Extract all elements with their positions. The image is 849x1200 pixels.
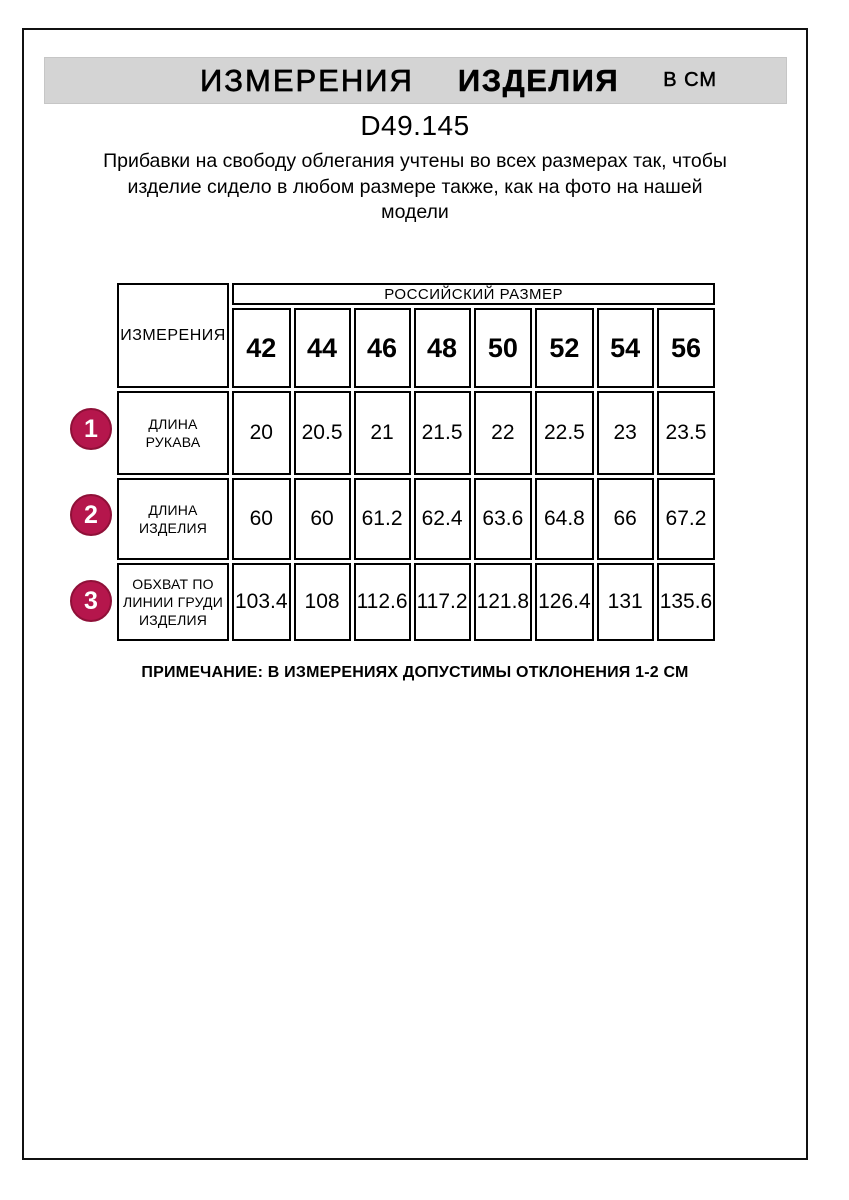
table-corner-header: ИЗМЕРЕНИЯ bbox=[117, 283, 229, 388]
table-cell: 20 bbox=[232, 391, 291, 475]
table-cell: 63.6 bbox=[474, 478, 533, 560]
table-cell: 20.5 bbox=[294, 391, 351, 475]
table-cell: 23.5 bbox=[657, 391, 716, 475]
table-row bbox=[117, 478, 715, 560]
table-cell: 64.8 bbox=[535, 478, 594, 560]
size-header: 54 bbox=[597, 308, 654, 388]
table-cell: 121.8 bbox=[474, 563, 533, 641]
size-group-header: РОССИЙСКИЙ РАЗМЕР bbox=[232, 283, 715, 305]
table-cell: 22.5 bbox=[535, 391, 594, 475]
table-cell: 131 bbox=[597, 563, 654, 641]
table-cell: 117.2 bbox=[414, 563, 471, 641]
badge-number: 2 bbox=[84, 500, 98, 529]
size-header: 52 bbox=[535, 308, 594, 388]
badge-number: 3 bbox=[84, 586, 98, 615]
table-cell: 22 bbox=[474, 391, 533, 475]
table-cell: 126.4 bbox=[535, 563, 594, 641]
table-cell: 62.4 bbox=[414, 478, 471, 560]
table-cell: 23 bbox=[597, 391, 654, 475]
row-number-badge-2 bbox=[70, 494, 112, 536]
fit-description-line: Прибавки на свободу облегания учтены во всех размерах так, чтобы bbox=[103, 150, 727, 172]
title-unit-cm: В СМ bbox=[663, 69, 717, 91]
size-header: 50 bbox=[474, 308, 533, 388]
size-header: 48 bbox=[414, 308, 471, 388]
table-cell: 103.4 bbox=[232, 563, 291, 641]
table-cell: 60 bbox=[232, 478, 291, 560]
table-row bbox=[117, 283, 715, 305]
row-number-badge-1 bbox=[70, 408, 112, 450]
table-cell: 21 bbox=[354, 391, 411, 475]
page-frame bbox=[22, 28, 808, 1160]
title-word-measurements: ИЗМЕРЕНИЯ bbox=[200, 62, 414, 98]
size-table bbox=[114, 280, 718, 644]
table-cell: 61.2 bbox=[354, 478, 411, 560]
table-cell: 108 bbox=[294, 563, 351, 641]
tolerance-note: ПРИМЕЧАНИЕ: В ИЗМЕРЕНИЯХ ДОПУСТИМЫ ОТКЛОНЕНИЯ 1-2 СМ bbox=[141, 664, 689, 681]
table-cell: 66 bbox=[597, 478, 654, 560]
table-cell: 60 bbox=[294, 478, 351, 560]
size-header: 56 bbox=[657, 308, 716, 388]
badge-number: 1 bbox=[84, 414, 98, 443]
fit-description-line: изделие сидело в любом размере также, как на фото на нашей bbox=[127, 175, 703, 198]
size-header: 46 bbox=[354, 308, 411, 388]
fit-description-line: модели bbox=[381, 201, 449, 223]
row-label-sleeve-length: ДЛИНА РУКАВА bbox=[117, 391, 229, 475]
table-row bbox=[117, 563, 715, 641]
title-word-product: ИЗДЕЛИЯ bbox=[457, 62, 620, 98]
title-bar bbox=[44, 57, 787, 104]
row-number-badge-3 bbox=[70, 580, 112, 622]
table-cell: 135.6 bbox=[657, 563, 716, 641]
size-header: 42 bbox=[232, 308, 291, 388]
model-code: D49.145 bbox=[360, 110, 470, 141]
row-label-chest-girth: ОБХВАТ ПО ЛИНИИ ГРУДИ ИЗДЕЛИЯ bbox=[117, 563, 229, 641]
table-cell: 112.6 bbox=[354, 563, 411, 641]
table-cell: 67.2 bbox=[657, 478, 716, 560]
fit-description bbox=[24, 149, 806, 226]
table-cell: 21.5 bbox=[414, 391, 471, 475]
table-row bbox=[117, 391, 715, 475]
row-label-item-length: ДЛИНА ИЗДЕЛИЯ bbox=[117, 478, 229, 560]
size-header: 44 bbox=[294, 308, 351, 388]
